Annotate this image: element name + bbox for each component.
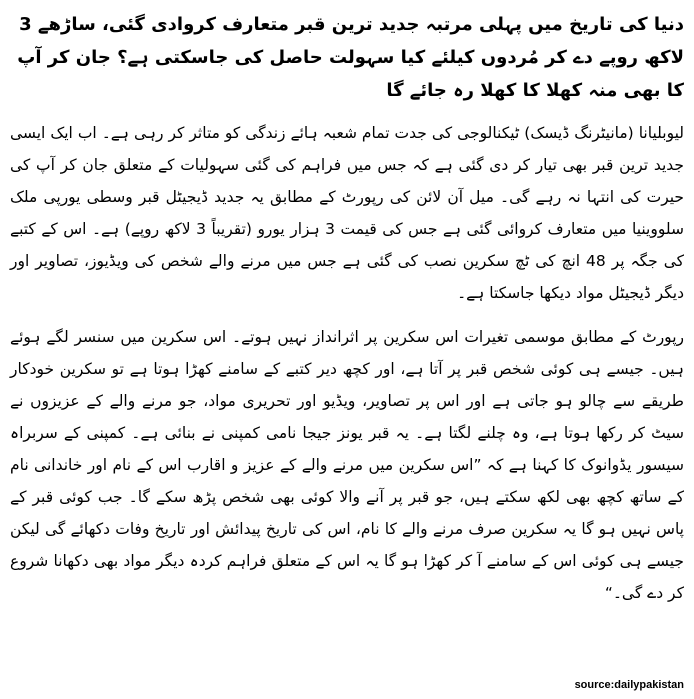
source-credit: source:dailypakistan bbox=[574, 679, 684, 691]
article-paragraph-1: لیوبلیانا (مانیٹرنگ ڈیسک) ٹیکنالوجی کی جدت تمام شعبہ ہائے زندگی کو متاثر کر رہی ہے۔ اب ایک ایسی جدید ترین قبر بھی تیار کر دی گئی ہے کہ جس میں فراہم کی گئی سہولیات کے متعلق جان کر آپ کی حیرت کی انتہا نہ رہے گی۔ میل آن لائن کی رپورٹ کے مطابق یہ جدید ڈیجیٹل قبر وسطی یورپی ملک سلووینیا میں متعارف کروائی گئی ہے جس کی قیمت 3 ہزار یورو (تقریباً 3 لاکھ روپے) ہے۔ اس کے کتبے کی جگہ پر 48 انچ کی ٹچ سکرین نصب کی گئی ہے جس میں مرنے والے شخص کی ویڈیوز، تصاویر اور دیگر ڈیجیٹل مواد دیکھا جاسکتا ہے۔ bbox=[10, 124, 685, 302]
article-paragraph-2: رپورٹ کے مطابق موسمی تغیرات اس سکرین پر اثرانداز نہیں ہوتے۔ اس سکرین میں سنسر لگے ہوئے ہیں۔ جیسے ہی کوئی شخص قبر پر آتا ہے، اور کچھ دیر کتبے کے سامنے کھڑا ہوتا ہے تو سکرین خودکار طریقے سے چالو ہو جاتی ہے اور اس پر تصاویر، ویڈیو اور تحریری مواد، جو مرنے والے کے عزیزوں نے سیٹ کر رکھا ہوتا ہے، وہ چلنے لگتا ہے۔ یہ قبر یونز جیجا نامی کمپنی نے بنائی ہے۔ کمپنی کے سربراہ سیسور یڈوانوک کا کہنا ہے کہ ”اس سکرین میں مرنے والے کے عزیز و اقارب اس کے نام اور خاندانی نام کے ساتھ کچھ بھی لکھ سکتے ہیں، جو قبر پر آنے والا کوئی بھی شخص پڑھ سکے گا۔ جب کوئی قبر کے پاس نہیں ہو گا یہ سکرین صرف مرنے والے کا نام، اس کی تاریخ پیدائش اور تاریخ وفات دکھائے گی لیکن جیسے ہی کوئی اس کے سامنے آ کر کھڑا ہو گا یہ اس کے متعلق فراہم کردہ دیگر مواد بھی دکھانا شروع کر دے گی۔“ bbox=[10, 328, 684, 602]
article bbox=[10, 8, 684, 621]
article-headline: دنیا کی تاریخ میں پہلی مرتبہ جدید ترین قبر متعارف کروادی گئی، ساڑھے 3 لاکھ روپے دے کر مُردوں کیلئے کیا سہولت حاصل کی جاسکتی ہے؟ جان کر آپ کا بھی منہ کھلا کا کھلا رہ جائے گا bbox=[17, 14, 684, 101]
